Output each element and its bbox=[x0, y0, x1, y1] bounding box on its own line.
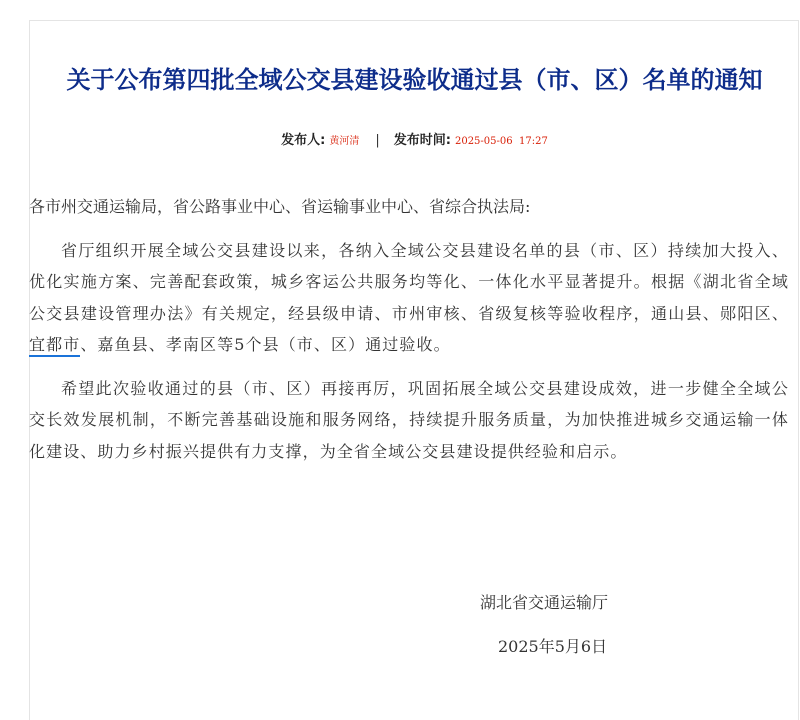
publisher-name: 黄河清 bbox=[329, 136, 360, 147]
paragraph-1 bbox=[29, 235, 789, 361]
paragraph-1-text-b: 、嘉鱼县、孝南区等5个县（市、区）通过验收。 bbox=[80, 335, 451, 354]
paragraph-1-text-a: 省厅组织开展全域公交县建设以来，各纳入全域公交县建设名单的县（市、区）持续加大投入、优化实施方案、完善配套政策，城乡客运公共服务均等化、一体化水平显著提升。根据《湖北省全域公交县建设管理办法》有关规定，经县级申请、市州审核、省级复核等验收程序，通山县、郧阳区、 bbox=[29, 240, 789, 323]
publish-time: 2025-05-06 17:27 bbox=[454, 136, 548, 147]
signature-date: 2025年5月6日 bbox=[498, 637, 608, 656]
notice-title: 关于公布第四批全域公交县建设验收通过县（市、区）名单的通知 bbox=[66, 65, 763, 94]
publish-time-label: 发布时间: bbox=[393, 133, 451, 148]
highlighted-city-link[interactable]: 宜都市 bbox=[29, 335, 80, 357]
meta-separator: | bbox=[375, 133, 380, 148]
notice-meta bbox=[29, 129, 800, 148]
publisher-label: 发布人: bbox=[281, 133, 326, 148]
notice-body bbox=[29, 191, 789, 467]
paragraph-2: 希望此次验收通过的县（市、区）再接再厉，巩固拓展全域公交县建设成效，进一步健全全域公交长效发展机制，不断完善基础设施和服务网络，持续提升服务质量，为加快推进城乡交通运输一体化建设、助力乡村振兴提供有力支撑，为全省全域公交县建设提供经验和启示。 bbox=[29, 378, 789, 461]
salutation: 各市州交通运输局，省公路事业中心、省运输事业中心、省综合执法局: bbox=[29, 197, 531, 216]
signature-org: 湖北省交通运输厅 bbox=[480, 593, 609, 612]
